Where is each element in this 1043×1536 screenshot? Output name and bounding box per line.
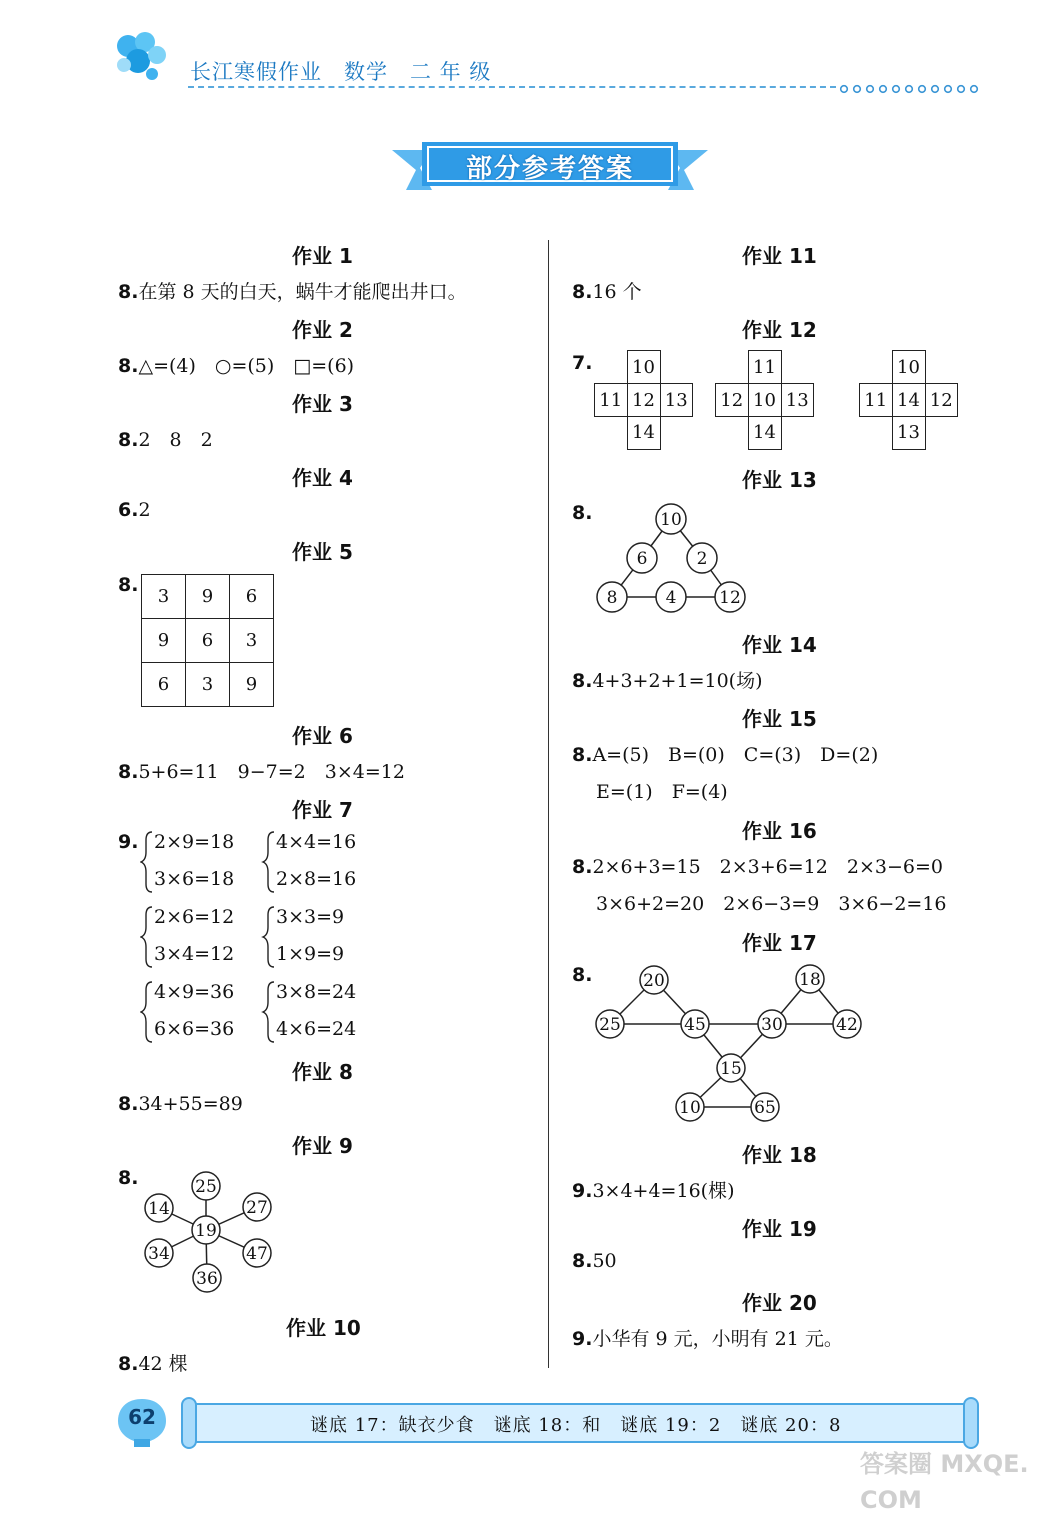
hw14-text: 4+3+2+1=10(场)	[592, 670, 763, 692]
cross-cell: 14	[892, 384, 925, 417]
hw6-heading: 作业 6	[292, 724, 353, 748]
node-label: 34	[148, 1244, 170, 1264]
node-label: 18	[799, 970, 821, 990]
watermark	[860, 1446, 1040, 1530]
cross-cell: 12	[627, 384, 660, 417]
cross-cell: 10	[748, 384, 781, 417]
node-label: 4	[665, 588, 677, 608]
hw3-answer	[118, 425, 213, 452]
hw8-heading: 作业 8	[292, 1060, 353, 1084]
node-label: 14	[148, 1199, 170, 1219]
hw4-number: 6.	[118, 499, 139, 521]
hw16-text-2: 3×6+2=20 2×6−3=9 3×6−2=16	[596, 893, 947, 915]
hw11-text: 16 个	[592, 281, 642, 303]
node-label: 12	[719, 588, 741, 608]
header-dots	[838, 80, 988, 92]
cross-cell: 12	[716, 384, 749, 417]
watermark-text: 答案圈 MXQE.COM	[860, 1450, 1029, 1514]
grid-cell: 9	[230, 663, 274, 707]
hw11-number: 8.	[572, 281, 593, 303]
hw10-number: 8.	[118, 1353, 139, 1375]
node-label: 10	[660, 510, 682, 530]
page-header	[0, 0, 1043, 110]
hw5-magic-square	[141, 574, 274, 707]
hw14-number: 8.	[572, 670, 593, 692]
cross-cell: 10	[892, 351, 925, 384]
hw20-heading: 作业 20	[742, 1291, 817, 1315]
hw14-heading: 作业 14	[742, 633, 817, 657]
node-label: 65	[754, 1098, 776, 1118]
node-label: 30	[761, 1015, 783, 1035]
grid-cell: 6	[230, 575, 274, 619]
hw14-answer	[572, 666, 763, 693]
cross-cell: 10	[627, 351, 660, 384]
node-label: 42	[836, 1015, 858, 1035]
hw10-text: 42 棵	[138, 1353, 188, 1375]
node-label: 25	[195, 1177, 217, 1197]
page-number-badge	[114, 1395, 170, 1451]
hw17-network-diagram	[590, 962, 870, 1127]
hw2-number: 8.	[118, 355, 139, 377]
banner-title: 部分参考答案	[465, 154, 634, 184]
hw5-heading: 作业 5	[292, 540, 353, 564]
header-title: 长江寒假作业 数学 二 年 级	[190, 60, 492, 84]
grid-cell: 3	[142, 575, 186, 619]
node-label: 45	[684, 1015, 706, 1035]
hw13-heading: 作业 13	[742, 468, 817, 492]
equation: 2×8=16	[276, 868, 357, 890]
hw19-text: 50	[592, 1250, 617, 1272]
hw15-number: 8.	[572, 744, 593, 766]
grid-cell: 6	[186, 619, 230, 663]
hw8-text: 34+55=89	[138, 1093, 243, 1115]
hw7-number: 9.	[118, 831, 139, 853]
hw7-heading: 作业 7	[292, 798, 353, 822]
hw19-number: 8.	[572, 1250, 593, 1272]
hw9-heading: 作业 9	[292, 1134, 353, 1158]
hw16-number: 8.	[572, 856, 593, 878]
hw1-number: 8.	[118, 281, 139, 303]
hw15-text-1: A=(5) B=(0) C=(3) D=(2)	[592, 744, 879, 766]
node-label: 36	[196, 1269, 218, 1289]
hw13-number: 8.	[572, 502, 593, 524]
hw6-text: 5+6=11 9−7=2 3×4=12	[138, 761, 405, 783]
hw1-text: 在第 8 天的白天，蜗牛才能爬出井口。	[138, 281, 467, 303]
hw17-heading: 作业 17	[742, 931, 817, 955]
hw7-equations	[140, 828, 390, 1053]
hw3-text: 2 8 2	[138, 429, 213, 451]
hw1-heading: 作业 1	[292, 244, 353, 268]
section-banner	[392, 138, 708, 194]
equation: 4×4=16	[276, 831, 357, 853]
hw3-heading: 作业 3	[292, 392, 353, 416]
footer-riddle-answers: 谜底 17：缺衣少食 谜底 18：和 谜底 19：2 谜底 20：8	[310, 1415, 842, 1436]
hw11-heading: 作业 11	[742, 244, 817, 268]
hw12-cross-3	[859, 350, 958, 450]
hw19-heading: 作业 19	[742, 1217, 817, 1241]
equation: 3×3=9	[276, 906, 345, 928]
hw8-answer	[118, 1093, 243, 1115]
equation: 3×4=12	[154, 943, 235, 965]
cross-cell: 11	[748, 351, 781, 384]
cross-cell: 14	[627, 417, 660, 450]
node-label: 47	[246, 1244, 268, 1264]
hw17-number: 8.	[572, 964, 593, 986]
hw6-answer	[118, 757, 405, 784]
hw20-answer	[572, 1324, 843, 1351]
hw16-heading: 作业 16	[742, 819, 817, 843]
node-label: 27	[246, 1198, 268, 1218]
hw15-text-2: E=(1) F=(4)	[596, 781, 728, 803]
hw10-heading: 作业 10	[286, 1316, 361, 1340]
balloons-icon	[112, 28, 176, 86]
equation: 1×9=9	[276, 943, 345, 965]
column-divider	[548, 240, 549, 1368]
hw18-number: 9.	[572, 1180, 593, 1202]
equation: 6×6=36	[154, 1018, 235, 1040]
equation: 3×6=18	[154, 868, 235, 890]
hw18-answer	[572, 1176, 734, 1203]
grid-cell: 3	[186, 663, 230, 707]
hw12-cross-2	[715, 350, 814, 450]
hw10-answer	[118, 1349, 188, 1376]
node-label: 19	[195, 1221, 217, 1241]
hw9-star-diagram	[138, 1164, 278, 1294]
hw2-answer	[118, 351, 354, 378]
node-label: 2	[696, 549, 708, 569]
page-number: 62	[128, 1405, 156, 1429]
cross-cell: 11	[860, 384, 893, 417]
hw9-number: 8.	[118, 1167, 139, 1189]
hw19-answer	[572, 1250, 617, 1272]
grid-cell: 9	[186, 575, 230, 619]
node-label: 15	[720, 1059, 742, 1079]
equation: 4×9=36	[154, 981, 235, 1003]
hw4-answer	[118, 499, 151, 521]
hw20-number: 9.	[572, 1328, 593, 1350]
hw18-heading: 作业 18	[742, 1143, 817, 1167]
hw15-heading: 作业 15	[742, 707, 817, 731]
equation: 2×6=12	[154, 906, 235, 928]
equation: 4×6=24	[276, 1018, 357, 1040]
footer-scroll	[180, 1396, 980, 1450]
hw4-heading: 作业 4	[292, 466, 353, 490]
grid-cell: 3	[230, 619, 274, 663]
hw11-answer	[572, 277, 642, 304]
cross-cell: 13	[660, 384, 693, 417]
cross-cell: 13	[781, 384, 814, 417]
header-dashed-line	[188, 86, 836, 88]
hw15-answer-line1	[572, 740, 878, 767]
hw12-heading: 作业 12	[742, 318, 817, 342]
cross-cell: 12	[925, 384, 958, 417]
node-label: 25	[599, 1015, 621, 1035]
hw12-number: 7.	[572, 352, 593, 374]
node-label: 8	[606, 588, 618, 608]
hw1-answer	[118, 277, 467, 304]
hw2-heading: 作业 2	[292, 318, 353, 342]
hw6-number: 8.	[118, 761, 139, 783]
hw4-text: 2	[138, 499, 151, 521]
equation: 2×9=18	[154, 831, 235, 853]
hw2-text: △=(4) ○=(5) □=(6)	[138, 355, 355, 377]
equation: 3×8=24	[276, 981, 357, 1003]
hw12-cross-1	[594, 350, 693, 450]
grid-cell: 6	[142, 663, 186, 707]
hw16-text-1: 2×6+3=15 2×3+6=12 2×3−6=0	[592, 856, 943, 878]
hw18-text: 3×4+4=16(棵)	[592, 1180, 735, 1202]
hw3-number: 8.	[118, 429, 139, 451]
hw20-text: 小华有 9 元，小明有 21 元。	[592, 1328, 843, 1350]
cross-cell: 11	[595, 384, 628, 417]
hw5-number: 8.	[118, 574, 139, 596]
hw8-number: 8.	[118, 1093, 139, 1115]
node-label: 6	[636, 549, 648, 569]
hw13-triangle-diagram	[590, 500, 760, 620]
grid-cell: 9	[142, 619, 186, 663]
cross-cell: 13	[892, 417, 925, 450]
cross-cell: 14	[748, 417, 781, 450]
node-label: 20	[643, 971, 665, 991]
node-label: 10	[679, 1098, 701, 1118]
hw16-answer-line1	[572, 852, 943, 879]
